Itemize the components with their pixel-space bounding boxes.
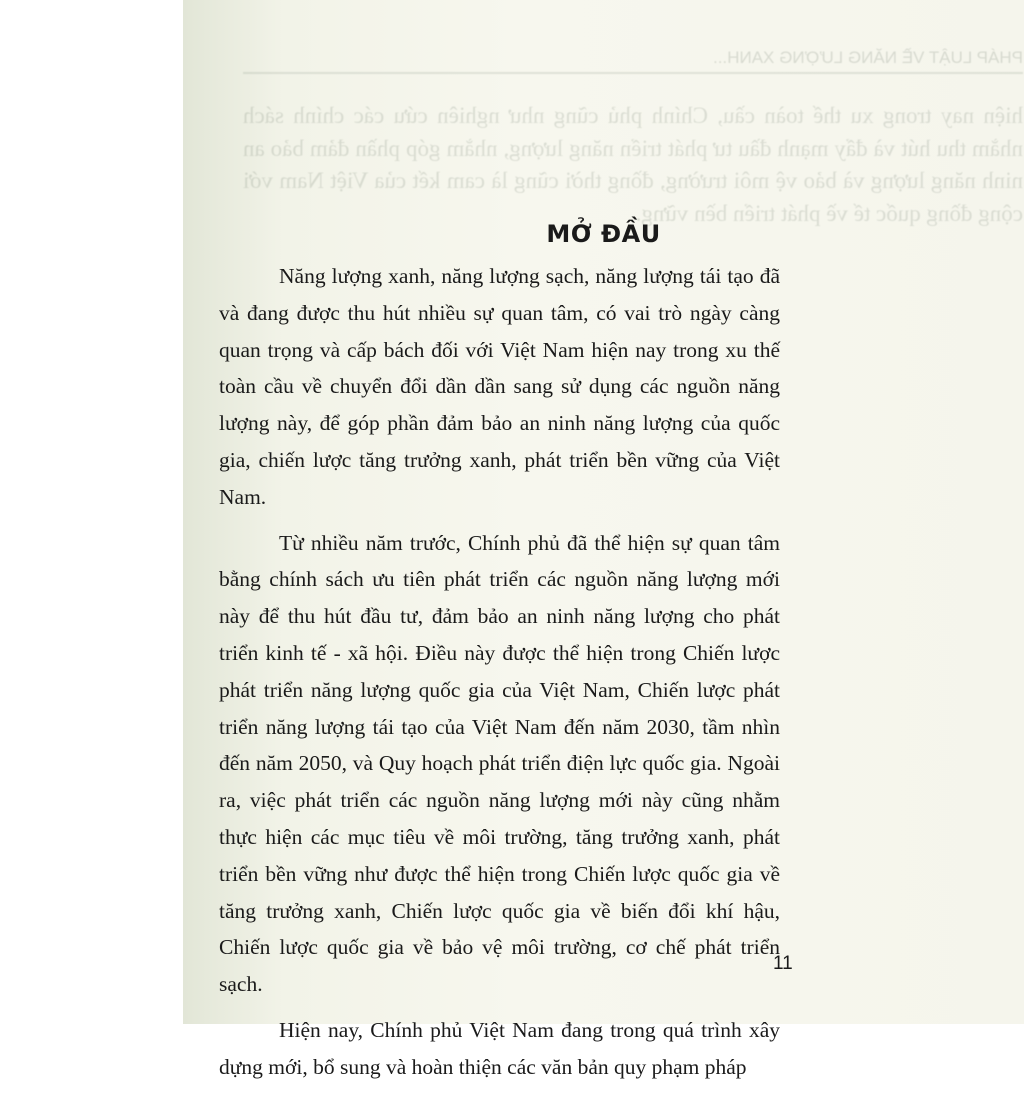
bleed-through-body: hiện nay trong xu thế toàn cầu, Chính phủ cũng như nghiên cứu các chính sách nhằm thu hút và đẩy mạnh đầu tư phát triển năng lượng, nhằm góp phần đảm bảo an ninh năng lượng và bảo vệ môi trường, đồng thời cũng là cam kết của Việt Nam với cộng đồng quốc tế về phát triển bền vững. xyxy=(243,103,1023,226)
bleed-through-rule xyxy=(243,72,1023,74)
bleed-through-header: PHÁP LUẬT VỀ NĂNG LƯỢNG XANH... xyxy=(713,48,1023,67)
book-page xyxy=(183,0,1024,1079)
paragraph-2: Từ nhiều năm trước, Chính phủ đã thể hiện sự quan tâm bằng chính sách ưu tiên phát triển các nguồn năng lượng mới này để thu hút đầu tư, đảm bảo an ninh năng lượng cho phát triển kinh tế - xã hội. Điều này được thể hiện trong Chiến lược phát triển năng lượng quốc gia của Việt Nam, Chiến lược phát triển năng lượng tái tạo của Việt Nam đến năm 2030, tầm nhìn đến năm 2050, và Quy hoạch phát triển điện lực quốc gia. Ngoài ra, việc phát triển các nguồn năng lượng mới này cũng nhằm thực hiện các mục tiêu về môi trường, tăng trưởng xanh, phát triển bền vững như được thể hiện trong Chiến lược quốc gia về tăng trưởng xanh, Chiến lược quốc gia về biến đổi khí hậu, Chiến lược quốc gia về bảo vệ môi trường, cơ chế phát triển sạch. xyxy=(219,530,780,997)
page-number: 11 xyxy=(773,953,793,974)
paragraph-3: Hiện nay, Chính phủ Việt Nam đang trong quá trình xây dựng mới, bổ sung và hoàn thiện các văn bản quy phạm pháp xyxy=(219,1017,780,1079)
chapter-title: MỞ ĐẦU xyxy=(546,220,661,248)
paragraph-1: Năng lượng xanh, năng lượng sạch, năng lượng tái tạo đã và đang được thu hút nhiều sự quan tâm, có vai trò ngày càng quan trọng và cấp bách đối với Việt Nam hiện nay trong xu thế toàn cầu về chuyển đổi dần dần sang sử dụng các nguồn năng lượng này, để góp phần đảm bảo an ninh năng lượng của quốc gia, chiến lược tăng trưởng xanh, phát triển bền vững của Việt Nam. xyxy=(219,264,780,509)
body-text xyxy=(219,258,780,1095)
